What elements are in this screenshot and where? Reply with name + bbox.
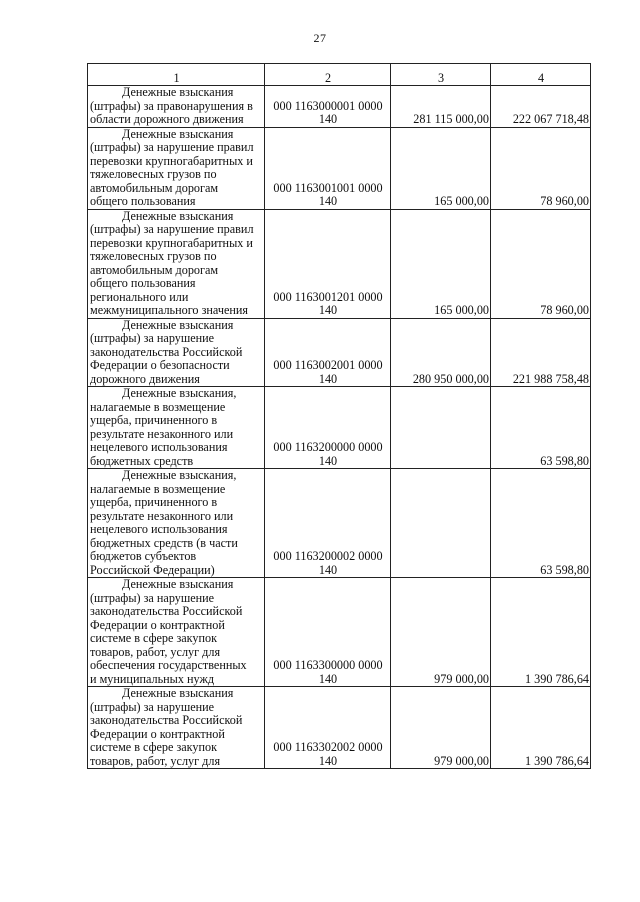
- row-plan-amount-cell: [391, 469, 491, 578]
- table-row: [88, 86, 591, 128]
- table-row: [88, 578, 591, 687]
- row-plan-amount-cell: 979 000,00: [391, 578, 491, 687]
- column-header-2: 2: [265, 64, 391, 86]
- row-code-cell: 000 1163300000 0000 140: [265, 578, 391, 687]
- column-header-4: 4: [491, 64, 591, 86]
- table-row: [88, 387, 591, 469]
- row-name-cell: Денежные взыскания (штрафы) за нарушение законодательства Российской Федерации о безопасности дорожного движения: [88, 318, 265, 387]
- row-fact-amount-cell: 221 988 758,48: [491, 318, 591, 387]
- row-fact-amount-cell: 1 390 786,64: [491, 578, 591, 687]
- budget-table: [87, 63, 591, 769]
- row-code-cell: 000 1163001001 0000 140: [265, 127, 391, 209]
- column-header-1: 1: [88, 64, 265, 86]
- table-row: [88, 127, 591, 209]
- row-fact-amount-cell: 222 067 718,48: [491, 86, 591, 128]
- row-code-cell: 000 1163200000 0000 140: [265, 387, 391, 469]
- row-name-cell: Денежные взыскания (штрафы) за нарушение законодательства Российской Федерации о контрактной системе в сфере закупок товаров, работ, услуг для: [88, 687, 265, 769]
- table-row: [88, 687, 591, 769]
- row-plan-amount-cell: 165 000,00: [391, 127, 491, 209]
- row-code-cell: 000 1163200002 0000 140: [265, 469, 391, 578]
- row-plan-amount-cell: 165 000,00: [391, 209, 491, 318]
- column-header-3: 3: [391, 64, 491, 86]
- row-fact-amount-cell: 63 598,80: [491, 387, 591, 469]
- row-fact-amount-cell: 1 390 786,64: [491, 687, 591, 769]
- row-plan-amount-cell: 281 115 000,00: [391, 86, 491, 128]
- row-name-cell: Денежные взыскания (штрафы) за нарушение правил перевозки крупногабаритных и тяжеловесных грузов по автомобильным дорогам общего пользования регионального или межмуниципального значения: [88, 209, 265, 318]
- row-code-cell: 000 1163000001 0000 140: [265, 86, 391, 128]
- row-code-cell: 000 1163302002 0000 140: [265, 687, 391, 769]
- page-number: 27: [313, 31, 327, 45]
- row-name-cell: Денежные взыскания, налагаемые в возмещение ущерба, причиненного в результате незаконного или нецелевого использования бюджетных средств: [88, 387, 265, 469]
- row-name-cell: Денежные взыскания, налагаемые в возмещение ущерба, причиненного в результате незаконного или нецелевого использования бюджетных средств (в части бюджетов субъектов Российской Федерации): [88, 469, 265, 578]
- row-plan-amount-cell: 979 000,00: [391, 687, 491, 769]
- row-plan-amount-cell: [391, 387, 491, 469]
- table-row: [88, 209, 591, 318]
- row-fact-amount-cell: 63 598,80: [491, 469, 591, 578]
- row-name-cell: Денежные взыскания (штрафы) за нарушение законодательства Российской Федерации о контрактной системе в сфере закупок товаров, работ, услуг для обеспечения государственных и муниципальных нужд: [88, 578, 265, 687]
- table-body: [88, 64, 591, 769]
- row-fact-amount-cell: 78 960,00: [491, 127, 591, 209]
- row-plan-amount-cell: 280 950 000,00: [391, 318, 491, 387]
- row-name-cell: Денежные взыскания (штрафы) за правонарушения в области дорожного движения: [88, 86, 265, 128]
- row-fact-amount-cell: 78 960,00: [491, 209, 591, 318]
- table-row: [88, 469, 591, 578]
- row-code-cell: 000 1163002001 0000 140: [265, 318, 391, 387]
- row-code-cell: 000 1163001201 0000 140: [265, 209, 391, 318]
- table-row: [88, 318, 591, 387]
- table-header-row: [88, 64, 591, 86]
- row-name-cell: Денежные взыскания (штрафы) за нарушение правил перевозки крупногабаритных и тяжеловесных грузов по автомобильным дорогам общего пользования: [88, 127, 265, 209]
